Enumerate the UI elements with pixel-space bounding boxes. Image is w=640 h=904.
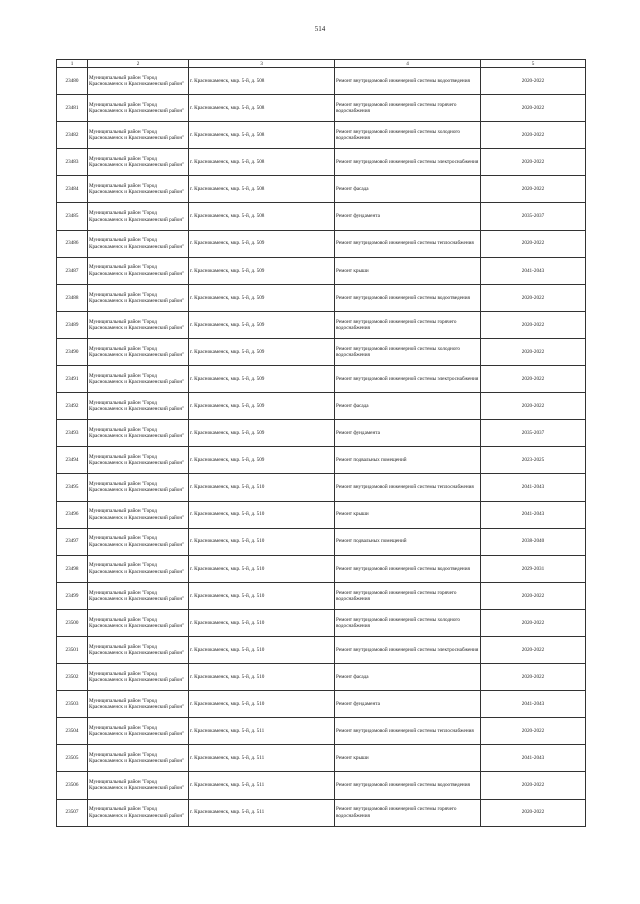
work-type-cell: Ремонт внутридомовой инженерной системы горячего водоснабжения: [335, 799, 481, 826]
period-cell: 2020-2022: [481, 122, 586, 149]
row-number: 23496: [57, 501, 88, 528]
table-row: [57, 799, 586, 826]
address-cell: г. Краснокаменск, мкр. 5-й, д. 510: [189, 609, 335, 636]
period-cell: 2020-2022: [481, 149, 586, 176]
table-row: [57, 68, 586, 95]
column-header-2: 2: [88, 60, 189, 68]
row-number: 23487: [57, 257, 88, 284]
capital-repair-table: [56, 59, 586, 827]
period-cell: 2020-2022: [481, 772, 586, 799]
municipality-cell: Муниципальный район "Город Краснокаменск и Краснокаменский район": [88, 366, 189, 393]
period-cell: 2041-2043: [481, 501, 586, 528]
row-number: 23494: [57, 447, 88, 474]
table-row: [57, 528, 586, 555]
period-cell: 2020-2022: [481, 95, 586, 122]
address-cell: г. Краснокаменск, мкр. 5-й, д. 509: [189, 284, 335, 311]
period-cell: 2020-2022: [481, 311, 586, 338]
municipality-cell: Муниципальный район "Город Краснокаменск и Краснокаменский район": [88, 555, 189, 582]
municipality-cell: Муниципальный район "Город Краснокаменск и Краснокаменский район": [88, 447, 189, 474]
period-cell: 2041-2043: [481, 691, 586, 718]
work-type-cell: Ремонт фундамента: [335, 420, 481, 447]
municipality-cell: Муниципальный район "Город Краснокаменск и Краснокаменский район": [88, 257, 189, 284]
work-type-cell: Ремонт крыши: [335, 501, 481, 528]
table-row: [57, 176, 586, 203]
municipality-cell: Муниципальный район "Город Краснокаменск и Краснокаменский район": [88, 393, 189, 420]
address-cell: г. Краснокаменск, мкр. 5-й, д. 510: [189, 474, 335, 501]
row-number: 23506: [57, 772, 88, 799]
address-cell: г. Краснокаменск, мкр. 5-й, д. 510: [189, 664, 335, 691]
address-cell: г. Краснокаменск, мкр. 5-й, д. 509: [189, 257, 335, 284]
table-row: [57, 338, 586, 365]
period-cell: 2041-2043: [481, 474, 586, 501]
period-cell: 2038-2040: [481, 528, 586, 555]
row-number: 23497: [57, 528, 88, 555]
row-number: 23485: [57, 203, 88, 230]
work-type-cell: Ремонт внутридомовой инженерной системы холодного водоснабжения: [335, 338, 481, 365]
row-number: 23504: [57, 718, 88, 745]
row-number: 23489: [57, 311, 88, 338]
table-row: [57, 311, 586, 338]
address-cell: г. Краснокаменск, мкр. 5-й, д. 511: [189, 745, 335, 772]
address-cell: г. Краснокаменск, мкр. 5-й, д. 508: [189, 122, 335, 149]
table-row: [57, 582, 586, 609]
work-type-cell: Ремонт внутридомовой инженерной системы горячего водоснабжения: [335, 582, 481, 609]
row-number: 23495: [57, 474, 88, 501]
work-type-cell: Ремонт внутридомовой инженерной системы холодного водоснабжения: [335, 122, 481, 149]
table-header: [57, 60, 586, 68]
column-header-5: 5: [481, 60, 586, 68]
table-row: [57, 745, 586, 772]
work-type-cell: Ремонт внутридомовой инженерной системы электроснабжения: [335, 149, 481, 176]
address-cell: г. Краснокаменск, мкр. 5-й, д. 510: [189, 636, 335, 663]
table-row: [57, 366, 586, 393]
period-cell: 2041-2043: [481, 257, 586, 284]
row-number: 23483: [57, 149, 88, 176]
row-number: 23486: [57, 230, 88, 257]
address-cell: г. Краснокаменск, мкр. 5-й, д. 509: [189, 420, 335, 447]
table-row: [57, 393, 586, 420]
work-type-cell: Ремонт внутридомовой инженерной системы водоотведения: [335, 68, 481, 95]
address-cell: г. Краснокаменск, мкр. 5-й, д. 508: [189, 68, 335, 95]
address-cell: г. Краснокаменск, мкр. 5-й, д. 510: [189, 555, 335, 582]
municipality-cell: Муниципальный район "Город Краснокаменск и Краснокаменский район": [88, 420, 189, 447]
period-cell: 2020-2022: [481, 718, 586, 745]
row-number: 23505: [57, 745, 88, 772]
period-cell: 2035-2037: [481, 420, 586, 447]
row-number: 23482: [57, 122, 88, 149]
row-number: 23480: [57, 68, 88, 95]
row-number: 23481: [57, 95, 88, 122]
municipality-cell: Муниципальный район "Город Краснокаменск и Краснокаменский район": [88, 772, 189, 799]
municipality-cell: Муниципальный район "Город Краснокаменск и Краснокаменский район": [88, 203, 189, 230]
municipality-cell: Муниципальный район "Город Краснокаменск и Краснокаменский район": [88, 745, 189, 772]
table-row: [57, 284, 586, 311]
period-cell: 2020-2022: [481, 230, 586, 257]
table-row: [57, 230, 586, 257]
table-row: [57, 636, 586, 663]
work-type-cell: Ремонт фасада: [335, 176, 481, 203]
period-cell: 2020-2022: [481, 799, 586, 826]
table-row: [57, 691, 586, 718]
address-cell: г. Краснокаменск, мкр. 5-й, д. 508: [189, 149, 335, 176]
work-type-cell: Ремонт внутридомовой инженерной системы водоотведения: [335, 772, 481, 799]
address-cell: г. Краснокаменск, мкр. 5-й, д. 509: [189, 230, 335, 257]
row-number: 23492: [57, 393, 88, 420]
address-cell: г. Краснокаменск, мкр. 5-й, д. 510: [189, 582, 335, 609]
address-cell: г. Краснокаменск, мкр. 5-й, д. 509: [189, 447, 335, 474]
period-cell: 2020-2022: [481, 176, 586, 203]
address-cell: г. Краснокаменск, мкр. 5-й, д. 510: [189, 691, 335, 718]
row-number: 23488: [57, 284, 88, 311]
address-cell: г. Краснокаменск, мкр. 5-й, д. 511: [189, 799, 335, 826]
table-row: [57, 474, 586, 501]
table-row: [57, 718, 586, 745]
address-cell: г. Краснокаменск, мкр. 5-й, д. 509: [189, 366, 335, 393]
period-cell: 2020-2022: [481, 284, 586, 311]
work-type-cell: Ремонт подвальных помещений: [335, 528, 481, 555]
period-cell: 2020-2022: [481, 68, 586, 95]
period-cell: 2020-2022: [481, 366, 586, 393]
address-cell: г. Краснокаменск, мкр. 5-й, д. 510: [189, 501, 335, 528]
address-cell: г. Краснокаменск, мкр. 5-й, д. 508: [189, 176, 335, 203]
municipality-cell: Муниципальный район "Город Краснокаменск и Краснокаменский район": [88, 176, 189, 203]
table-row: [57, 420, 586, 447]
table-row: [57, 555, 586, 582]
work-type-cell: Ремонт внутридомовой инженерной системы горячего водоснабжения: [335, 95, 481, 122]
municipality-cell: Муниципальный район "Город Краснокаменск и Краснокаменский район": [88, 122, 189, 149]
period-cell: 2020-2022: [481, 393, 586, 420]
period-cell: 2041-2043: [481, 745, 586, 772]
column-header-1: 1: [57, 60, 88, 68]
table-row: [57, 501, 586, 528]
municipality-cell: Муниципальный район "Город Краснокаменск и Краснокаменский район": [88, 338, 189, 365]
row-number: 23500: [57, 609, 88, 636]
column-header-3: 3: [189, 60, 335, 68]
work-type-cell: Ремонт внутридомовой инженерной системы водоотведения: [335, 555, 481, 582]
work-type-cell: Ремонт крыши: [335, 257, 481, 284]
table-row: [57, 609, 586, 636]
row-number: 23490: [57, 338, 88, 365]
row-number: 23501: [57, 636, 88, 663]
period-cell: 2020-2022: [481, 636, 586, 663]
work-type-cell: Ремонт фасада: [335, 393, 481, 420]
address-cell: г. Краснокаменск, мкр. 5-й, д. 511: [189, 718, 335, 745]
work-type-cell: Ремонт внутридомовой инженерной системы теплоснабжения: [335, 718, 481, 745]
work-type-cell: Ремонт внутридомовой инженерной системы теплоснабжения: [335, 230, 481, 257]
row-number: 23499: [57, 582, 88, 609]
work-type-cell: Ремонт внутридомовой инженерной системы электроснабжения: [335, 366, 481, 393]
row-number: 23498: [57, 555, 88, 582]
row-number: 23484: [57, 176, 88, 203]
address-cell: г. Краснокаменск, мкр. 5-й, д. 511: [189, 772, 335, 799]
table-row: [57, 95, 586, 122]
municipality-cell: Муниципальный район "Город Краснокаменск и Краснокаменский район": [88, 582, 189, 609]
period-cell: 2020-2022: [481, 582, 586, 609]
address-cell: г. Краснокаменск, мкр. 5-й, д. 509: [189, 393, 335, 420]
work-type-cell: Ремонт фундамента: [335, 691, 481, 718]
work-type-cell: Ремонт фундамента: [335, 203, 481, 230]
table-row: [57, 203, 586, 230]
municipality-cell: Муниципальный район "Город Краснокаменск и Краснокаменский район": [88, 474, 189, 501]
work-type-cell: Ремонт внутридомовой инженерной системы водоотведения: [335, 284, 481, 311]
municipality-cell: Муниципальный район "Город Краснокаменск и Краснокаменский район": [88, 799, 189, 826]
work-type-cell: Ремонт крыши: [335, 745, 481, 772]
table-row: [57, 149, 586, 176]
address-cell: г. Краснокаменск, мкр. 5-й, д. 509: [189, 311, 335, 338]
period-cell: 2029-2031: [481, 555, 586, 582]
table-row: [57, 257, 586, 284]
table-row: [57, 664, 586, 691]
address-cell: г. Краснокаменск, мкр. 5-й, д. 508: [189, 203, 335, 230]
municipality-cell: Муниципальный район "Город Краснокаменск и Краснокаменский район": [88, 664, 189, 691]
municipality-cell: Муниципальный район "Город Краснокаменск и Краснокаменский район": [88, 528, 189, 555]
period-cell: 2035-2037: [481, 203, 586, 230]
work-type-cell: Ремонт внутридомовой инженерной системы теплоснабжения: [335, 474, 481, 501]
municipality-cell: Муниципальный район "Город Краснокаменск и Краснокаменский район": [88, 311, 189, 338]
table-body: [57, 68, 586, 827]
column-header-4: 4: [335, 60, 481, 68]
work-type-cell: Ремонт внутридомовой инженерной системы горячего водоснабжения: [335, 311, 481, 338]
table-row: [57, 447, 586, 474]
municipality-cell: Муниципальный район "Город Краснокаменск и Краснокаменский район": [88, 718, 189, 745]
municipality-cell: Муниципальный район "Город Краснокаменск и Краснокаменский район": [88, 68, 189, 95]
period-cell: 2020-2022: [481, 338, 586, 365]
municipality-cell: Муниципальный район "Город Краснокаменск и Краснокаменский район": [88, 636, 189, 663]
municipality-cell: Муниципальный район "Город Краснокаменск и Краснокаменский район": [88, 95, 189, 122]
work-type-cell: Ремонт подвальных помещений: [335, 447, 481, 474]
municipality-cell: Муниципальный район "Город Краснокаменск и Краснокаменский район": [88, 691, 189, 718]
row-number: 23493: [57, 420, 88, 447]
table-row: [57, 772, 586, 799]
work-type-cell: Ремонт внутридомовой инженерной системы электроснабжения: [335, 636, 481, 663]
header-row: [57, 60, 586, 68]
municipality-cell: Муниципальный район "Город Краснокаменск и Краснокаменский район": [88, 501, 189, 528]
address-cell: г. Краснокаменск, мкр. 5-й, д. 510: [189, 528, 335, 555]
municipality-cell: Муниципальный район "Город Краснокаменск и Краснокаменский район": [88, 230, 189, 257]
period-cell: 2020-2022: [481, 609, 586, 636]
period-cell: 2020-2022: [481, 664, 586, 691]
page-number: 514: [314, 25, 326, 33]
row-number: 23503: [57, 691, 88, 718]
address-cell: г. Краснокаменск, мкр. 5-й, д. 508: [189, 95, 335, 122]
municipality-cell: Муниципальный район "Город Краснокаменск и Краснокаменский район": [88, 149, 189, 176]
table-row: [57, 122, 586, 149]
row-number: 23491: [57, 366, 88, 393]
municipality-cell: Муниципальный район "Город Краснокаменск и Краснокаменский район": [88, 609, 189, 636]
period-cell: 2023-2025: [481, 447, 586, 474]
work-type-cell: Ремонт внутридомовой инженерной системы холодного водоснабжения: [335, 609, 481, 636]
municipality-cell: Муниципальный район "Город Краснокаменск и Краснокаменский район": [88, 284, 189, 311]
row-number: 23502: [57, 664, 88, 691]
row-number: 23507: [57, 799, 88, 826]
address-cell: г. Краснокаменск, мкр. 5-й, д. 509: [189, 338, 335, 365]
work-type-cell: Ремонт фасада: [335, 664, 481, 691]
